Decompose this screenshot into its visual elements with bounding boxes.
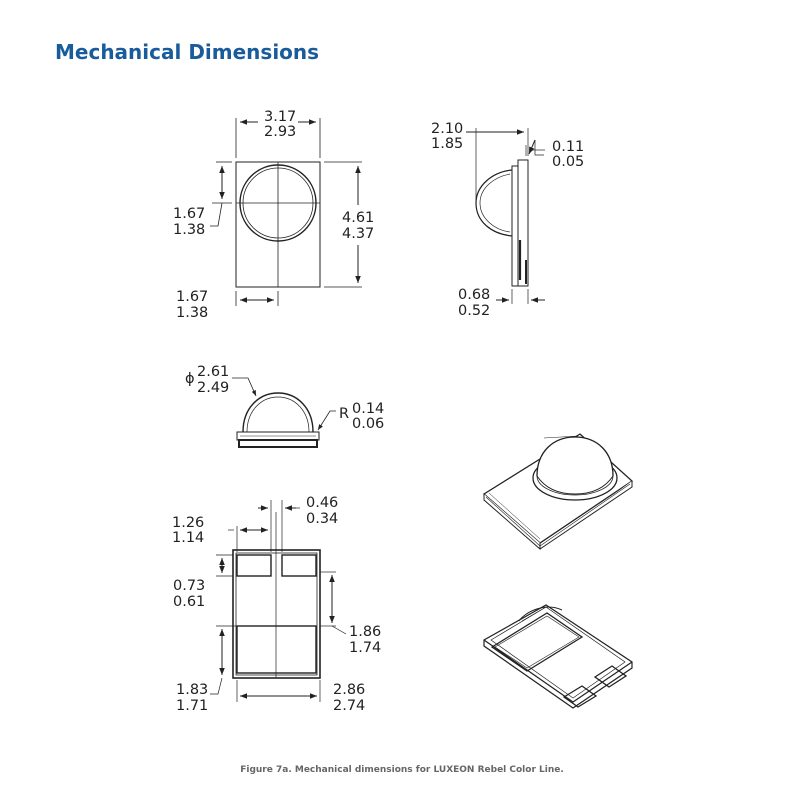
top-height-max: 4.61 (342, 210, 375, 226)
side-flange-min: 0.05 (552, 154, 585, 170)
diameter-symbol: ϕ (185, 371, 195, 387)
isometric-top-view (484, 434, 632, 549)
top-height-min: 4.37 (342, 226, 375, 242)
radius-symbol: R (339, 406, 350, 422)
bottom-gap-min: 0.34 (306, 511, 339, 527)
side-base-min: 0.52 (458, 303, 491, 319)
front-dome-max: 2.61 (197, 364, 230, 380)
side-depth-min: 1.85 (431, 136, 464, 152)
side-view-flange (512, 166, 518, 286)
front-radius-max: 0.14 (352, 401, 385, 417)
figure-caption: Figure 7a. Mechanical dimensions for LUXEON Rebel Color Line. (240, 765, 564, 775)
front-view-base (239, 440, 317, 447)
bottom-thermal-height-max: 1.86 (349, 624, 382, 640)
front-radius-min: 0.06 (352, 416, 385, 432)
bottom-view (210, 500, 346, 702)
side-base-max: 0.68 (458, 287, 491, 303)
page-title: Mechanical Dimensions (55, 40, 320, 64)
side-view (466, 128, 545, 304)
top-view (210, 118, 362, 306)
bottom-thermal-width-min: 2.74 (333, 698, 366, 714)
bottom-thermal-offset-min: 1.71 (176, 698, 209, 714)
pad-right (282, 555, 316, 576)
bottom-gap-max: 0.46 (306, 495, 339, 511)
side-depth-max: 2.10 (431, 121, 464, 137)
bottom-thermal-width-max: 2.86 (333, 682, 366, 698)
pad-left (237, 555, 271, 576)
bottom-pad-width-max: 1.26 (172, 515, 205, 531)
top-width-min: 2.93 (264, 124, 297, 140)
bottom-pad-height-max: 0.73 (173, 578, 206, 594)
isometric-bottom-view (484, 605, 632, 708)
bottom-pad-width-min: 1.14 (172, 530, 205, 546)
bottom-thermal-height-min: 1.74 (349, 640, 382, 656)
top-center-x-min: 1.38 (176, 305, 209, 321)
bottom-pad-height-min: 0.61 (173, 594, 206, 610)
iso-dome (537, 437, 613, 476)
thermal-pad (237, 626, 316, 673)
side-flange-max: 0.11 (552, 139, 585, 155)
top-center-x-max: 1.67 (176, 289, 209, 305)
bottom-view-outline (233, 550, 320, 678)
front-dome-min: 2.49 (197, 380, 230, 396)
front-view (232, 378, 336, 447)
top-width-max: 3.17 (264, 109, 297, 125)
top-center-y-min: 1.38 (173, 222, 206, 238)
front-view-dome (243, 393, 313, 432)
top-center-y-max: 1.67 (173, 206, 206, 222)
bottom-thermal-offset-max: 1.83 (176, 682, 209, 698)
